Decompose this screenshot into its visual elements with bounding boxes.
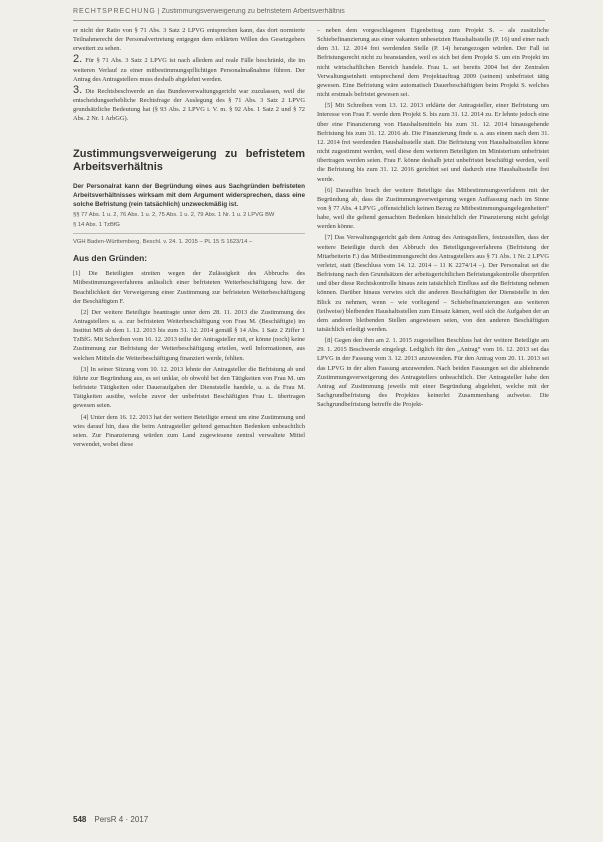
header-title: Zustimmungsverweigerung zu befristetem Arbeitsverhältnis — [161, 8, 345, 15]
paragraph-text: Die Rechtsbeschwerde an das Bundesverwaltungsgericht war zuzulassen, weil die entscheidungserhebliche Rechtsfrage der Auslegung des § 71 Abs. 3 Satz 2 LPVG grundsätzliche Bedeutung hat (§ 93 Abs. 2 LPVG i. V. m. § 92 Abs. 1 Satz 2 und § 72 Abs. 2 Nr. 1 ArbGG). — [73, 87, 305, 123]
intro-paragraph: er nicht der Ratio von § 71 Abs. 3 Satz 2 LPVG entsprechen kann, das dort normierte Teilnahmerecht der Personalvertretung entgegen dem erklärten Willen des Gesetzgebers erweitert zu sehen. — [73, 27, 305, 53]
running-header — [73, 8, 543, 15]
reason-paragraph-3: [3] In seiner Sitzung vom 10. 12. 2013 lehnte der Antragsteller die Befristung ab und führte zur Begründung aus, es sei unklar, ob obwohl bei den Tätigkeiten von Frau M. um befristete Tätigkeiten oder Daueraufgaben der Dienststelle handele, u. a. da Frau M. Tätigkeiten ausübe, welche zuvor der unbefristet Beschäftigten Frau L. übertragen gewesen seien. — [73, 365, 305, 410]
reasons-heading: Aus den Gründen: — [73, 253, 148, 264]
reason-paragraph-4: [4] Unter dem 16. 12. 2013 hat der weitere Beteiligte erneut um eine Zustimmung und wies darauf hin, dass die beim Antragsteller geltend gemachten Bedenken unbeachtlich seien. Zur Finanzierung würden zum Land zugewiesene zentral verwaltete Mittel verwendet, wobei diese — [73, 413, 305, 449]
court-citation: VGH Baden-Württemberg, Beschl. v. 24. 1. 2015 – PL 15 S 1623/14 – — [73, 238, 253, 245]
paragraph-number: 2. — [73, 53, 83, 66]
numbered-paragraph-2 — [73, 55, 305, 83]
divider — [73, 233, 305, 234]
header-rule — [73, 20, 545, 21]
reason-paragraph-8: [8] Gegen den ihm am 2. 1. 2015 zugestellten Beschluss hat der weitere Beteiligte am 29. 1. 2015 Beschwerde eingelegt. Lediglich für den „Antrag“ vom 16. 12. 2013 sei das LPVG in der Fassung vom 3. 12. 2013 anzuwenden. Für den Antrag vom 20. 11. 2013 sei das LPVG in der alten Fassung anzuwenden. Nach beiden Fassungen sei die ablehnende Zustimmungsverweigerung des Antragstellers unbeachtlich. Der Antragsteller habe den Antrag auf Zustimmung jeweils mit einer Begründung abgelehnt, welche mit der Sachgrundbefristung des Projektes keinerlei Zusammenhang aufweise. Die Sachgrundbefristung betreffe die Projekt- — [317, 337, 549, 409]
paragraph-text: Für § 71 Abs. 3 Satz 2 LPVG ist nach alledem auf reale Fälle beschränkt, die im weiteren Verlauf zu einer mitbestimmungspflichtigen Personalmaßnahme führen. Der Antrag des Antragstellers muss deshalb abgelehnt werden. — [73, 57, 305, 83]
page-number: 548 — [73, 815, 87, 824]
page-footer — [73, 815, 148, 824]
numbered-paragraph-3 — [73, 83, 305, 124]
header-section: RECHTSPRECHUNG — [73, 8, 156, 15]
left-column — [73, 26, 305, 451]
right-column — [317, 26, 549, 411]
lead-text: Der Personalrat kann der Begründung eines aus Sachgründen befristeten Arbeitsverhältnisses wirksam mit dem Argument widersprechen, dass eine solche Befristung (rein tatsächlich) unzweckmäßig ist. — [73, 182, 305, 208]
reason-paragraph-1: [1] Die Beteiligten streiten wegen der Zulässigkeit des Abbruchs des Mitbestimmungsverfahrens anlässlich einer befristeten Weiterbeschäftigung bzw. der Beachtlichkeit der Verweigerung einer Zustimmung zur befristeten Weiterbeschäftigung der Beschäftigten F. — [73, 270, 305, 305]
issue-label: PersR 4 · 2017 — [94, 815, 149, 824]
norms-line-1: §§ 77 Abs. 1 u. 2, 76 Abs. 1 u. 2, 75 Abs. 1 u. 2, 79 Abs. 1 Nr. 1 u. 2 LPVG BW — [73, 211, 275, 218]
reason-paragraph-7: [7] Das Verwaltungsgericht gab dem Antrag des Antragstellers, festzustellen, dass der weitere Beteiligte durch den Abbruch des Beteiligungsverfahrens (Befristung der Mitarbeiterin F.) das Mitbestimmungsrecht des Antragstellers aus § 71 Abs. 1 Nr. 2 LPVG verletzt, statt (Beschluss vom 14. 12. 2014 – 11 K 2274/14 –). Der Personalrat sei die Befristung nach den Grundsätzen der arbeitsgerichtlichen Befristungskontrolle überprüfen und über diese Rechtskontrolle hinaus zein tatsächlich Einfluss auf die Befristung nehmen können. Darüber hinaus verwies sich die anderen Beschäftigten der Dienststelle in den Blick zu nehmen, wenn – wie vorliegend – Schiebefinanzierungen aus weiteren (teilweise) bleibenden Haushaltsstellen zum Einsatz kämen, weil sich die Aufgaben der an dem anderen bleibenden Stellen angewiesen seien, von den anderen Beschäftigten tatsächlich erledigt werden. — [317, 234, 549, 333]
reason-paragraph-6: [6] Daraufhin brach der weitere Beteiligte das Mitbestimmungsverfahren mit der Begründung ab, dass die Zustimmungsverweigerung wegen Auffassung nach im Sinne von § 77 Abs. 4 LPVG „offensichtlich keinen Bezug zu Mitbestimmungsangelegenheiten“ habe, weil die geltend gemachten Bedenken hinsichtlich der Finanzierung nicht gefolgt werden könne. — [317, 186, 549, 231]
header-separator: | — [155, 8, 162, 15]
norms-line-2: § 14 Abs. 1 TzBfG — [73, 222, 120, 229]
article-headline: Zustimmungsverweigerung zu befristetem Arbeitsverhältnis — [73, 147, 305, 173]
reason-paragraph-5: [5] Mit Schreiben vom 13. 12. 2013 erklärte der Antragsteller, einer Befristung um Interesse von Frau F. werde dem Projekt S. bis zum 31. 12. 2014 zu. Er lehnte jedoch eine über eine Finanzierung von Haushaltsmitteln bis zum 31. 12. 2014 hinausgehende Befristung bis zum 31. 12. 2016 ab. Die Finanzierung finde u. a. aus einem nach dem 31. 12. 2014 frei werdenden Haushaltsstelle statt. Die Befristung von Haushaltsstellen könne nicht zugestimmt werden, weil diese dem weiteren Beteiligten im Ministerium unbefristet übertragen werden seien. Frau F. könne deshalb jetzt unbefristet beschäftigt werden, weil die Befristung bis zum 31. 12. 2016 gerichtet sei und dadurch eine Haushaltsstelle frei werde. — [317, 102, 549, 183]
continued-paragraph: – neben dem vorgeschlagenen Eigenbeitrag zum Projekt S. – als zusätzliche Schiebefinanzierung aus einer vakanten unbesetzten Haushaltsstelle (P. 16) und einer nach dem 31. 12. 2014 frei werdenden Stelle (P. 14) herangezogen würden. Der Fall ist Befristungsrecht nicht zu beanstanden, weil es sich bei dem Projekt S. um ein Projekt im nicht wirtschaftlichen Bereich handele. Frau L. sei bereits 2004 bei der Zentralen Verwaltungseinheit entsprechend dem Projektauftrag 2009 (seinem) unbefristet tätig gewesen. Eine Befristung wäre automatisch Dauerbeschäftigten beim Projekt S. welches nicht erstmals befristet gewesen sei. — [317, 27, 549, 99]
paragraph-number: 3. — [73, 83, 83, 96]
reason-paragraph-2: [2] Der weitere Beteiligte beantragte unter dem 28. 11. 2013 die Zustimmung des Antragstellers u. a. zur befristeten Weiterbeschäftigung von Frau M. (Beschäftigte) im Institut MB ab dem 1. 12. 2013 bis zum 31. 12. 2014 gemäß § 14 Abs. 1 Satz 2 Ziffer 1 TzBfG. Mit Schreiben vom 16. 12. 2013 teilte der Antragsteller mit, er könne (noch) keine Zustimmung zur Befristung der Weiterbeschäftigung erteilen, weil Informationen, aus welchen Mitteln die Weiterbeschäftigung finanziert werde, fehlten. — [73, 308, 305, 362]
